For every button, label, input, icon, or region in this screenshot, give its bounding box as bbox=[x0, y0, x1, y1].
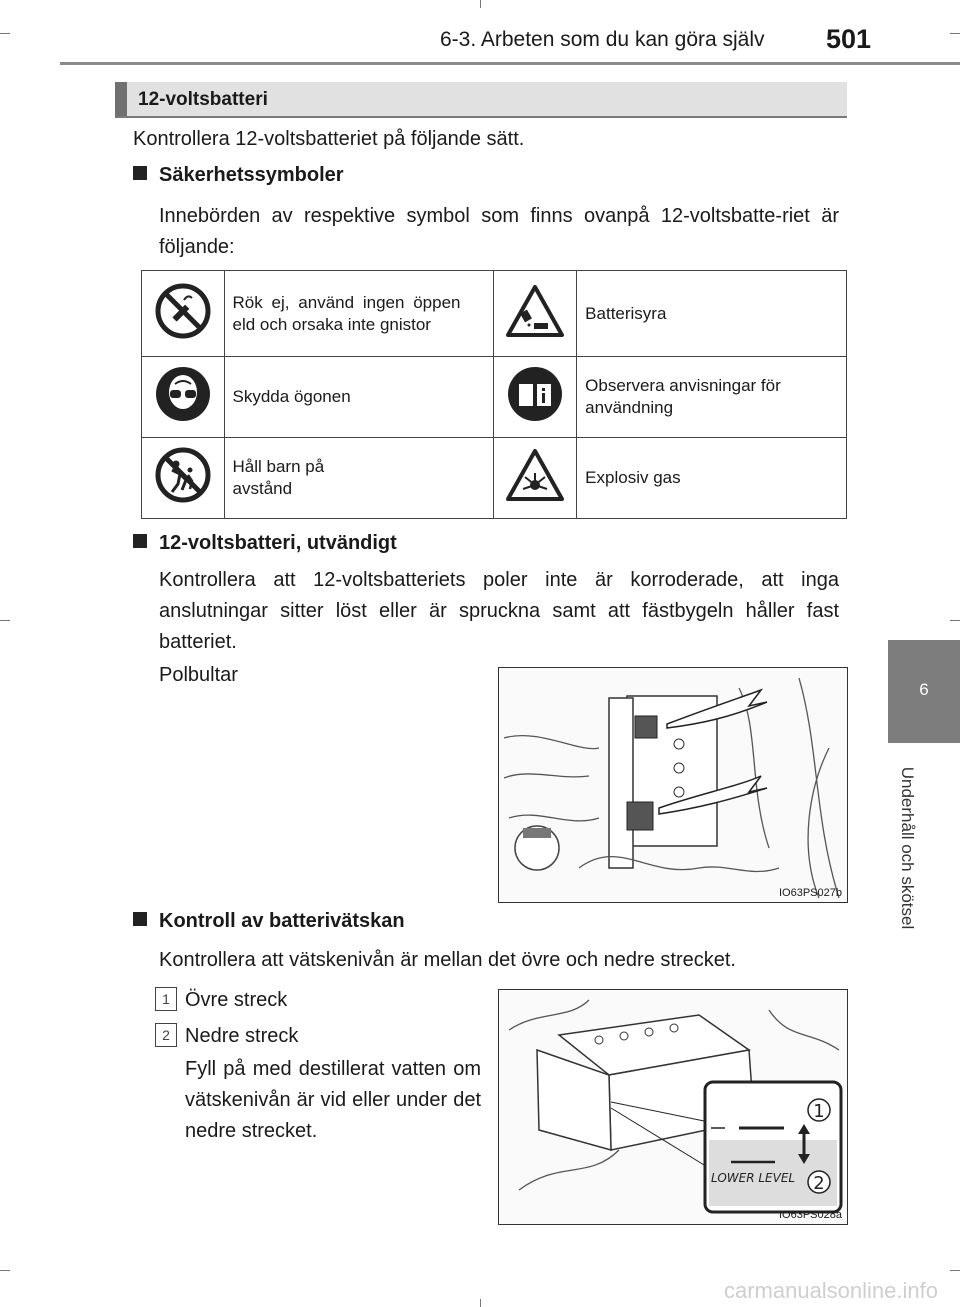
explosive-gas-text: Explosiv gas bbox=[585, 468, 681, 487]
chapter-side-label-box bbox=[892, 758, 922, 938]
symbol-text-cell bbox=[224, 357, 493, 438]
item-number: 2 bbox=[155, 1023, 177, 1047]
symbol-text-cell bbox=[577, 271, 847, 357]
symbol-cell bbox=[142, 271, 225, 357]
no-smoking-text: Rök ej, använd ingen öppen eld och orsaka inte gnistor bbox=[232, 292, 461, 334]
lower-level-text: LOWER LEVEL bbox=[711, 1171, 796, 1185]
fluid-heading bbox=[133, 910, 405, 933]
item-label: Nedre streck bbox=[185, 1025, 299, 1047]
no-smoking-icon bbox=[154, 282, 212, 340]
fluid-body: Kontrollera att vätskenivån är mellan det övre och nedre strecket. bbox=[159, 949, 736, 971]
fluid-level-illustration bbox=[499, 990, 847, 1224]
symbol-text-cell bbox=[577, 357, 847, 438]
battery-acid-text: Batterisyra bbox=[585, 303, 667, 323]
section-heading-bar bbox=[115, 82, 127, 116]
callout-2: 2 bbox=[813, 1173, 825, 1194]
symbol-cell bbox=[142, 438, 225, 519]
section-heading bbox=[115, 82, 847, 118]
page-number: 501 bbox=[826, 24, 872, 54]
read-instructions-icon bbox=[507, 366, 563, 422]
item-number: 1 bbox=[155, 987, 177, 1011]
symbol-cell bbox=[493, 438, 576, 519]
safety-heading bbox=[133, 164, 344, 187]
symbol-text-cell bbox=[224, 271, 493, 357]
safety-description: Innebörden av respektive symbol som finns ovanpå 12-voltsbatte-riet är följande: bbox=[159, 205, 839, 258]
keep-children-away-text: Håll barn på avstånd bbox=[232, 457, 325, 498]
symbol-text-cell bbox=[224, 438, 493, 519]
exterior-heading-text: 12-voltsbatteri, utvändigt bbox=[159, 532, 397, 554]
table-row bbox=[142, 357, 847, 438]
battery-acid-icon bbox=[504, 283, 566, 339]
symbol-text-cell bbox=[577, 438, 847, 519]
header-rule bbox=[60, 62, 960, 65]
square-bullet-icon bbox=[133, 534, 147, 548]
square-bullet-icon bbox=[133, 912, 147, 926]
battery-terminals-figure bbox=[498, 667, 848, 903]
fluid-note: Fyll på med destillerat vatten om vätskenivån är vid eller under det nedre strecket. bbox=[185, 1058, 481, 1142]
symbol-cell bbox=[493, 357, 576, 438]
eye-protection-icon bbox=[155, 366, 211, 422]
battery-terminals-illustration bbox=[499, 668, 847, 902]
fluid-heading-text: Kontroll av batterivätskan bbox=[159, 910, 405, 932]
chapter-side-label: Underhåll och skötsel bbox=[898, 766, 917, 930]
item-label: Övre streck bbox=[185, 989, 288, 1011]
list-item bbox=[155, 985, 287, 1016]
read-instructions-text: Observera anvisningar för användning bbox=[585, 376, 781, 417]
explosive-gas-icon bbox=[504, 447, 566, 503]
safety-heading-text: Säkerhetssymboler bbox=[159, 164, 344, 186]
exterior-body: Kontrollera att 12-voltsbatteriets poler inte är korroderade, att inga anslutningar sitter löst eller är spruckna samt att fästbygeln håller fast batteriet. bbox=[159, 569, 839, 653]
figure-id: IO63PS028a bbox=[779, 1209, 842, 1221]
chapter-tab bbox=[888, 640, 960, 743]
table-row bbox=[142, 271, 847, 357]
terminals-label: Polbultar bbox=[159, 664, 238, 686]
safety-symbols-table bbox=[141, 270, 847, 519]
watermark: carmanualsonline.info bbox=[723, 1278, 938, 1303]
figure-id: IO63PS027b bbox=[779, 887, 842, 899]
eye-protection-text: Skydda ögonen bbox=[232, 387, 351, 406]
chapter-title: 6-3. Arbeten som du kan göra själv bbox=[440, 28, 765, 51]
square-bullet-icon bbox=[133, 166, 147, 180]
fluid-level-figure bbox=[498, 989, 848, 1225]
list-item bbox=[155, 1021, 298, 1052]
chapter-tab-number: 6 bbox=[919, 680, 929, 699]
table-row bbox=[142, 438, 847, 519]
callout-1: 1 bbox=[813, 1101, 825, 1122]
section-title: 12-voltsbatteri bbox=[138, 89, 268, 110]
symbol-cell bbox=[142, 357, 225, 438]
symbol-cell bbox=[493, 271, 576, 357]
intro-text: Kontrollera 12-voltsbatteriet på följande sätt. bbox=[133, 128, 525, 150]
exterior-heading bbox=[133, 532, 397, 555]
keep-children-away-icon bbox=[154, 446, 212, 504]
